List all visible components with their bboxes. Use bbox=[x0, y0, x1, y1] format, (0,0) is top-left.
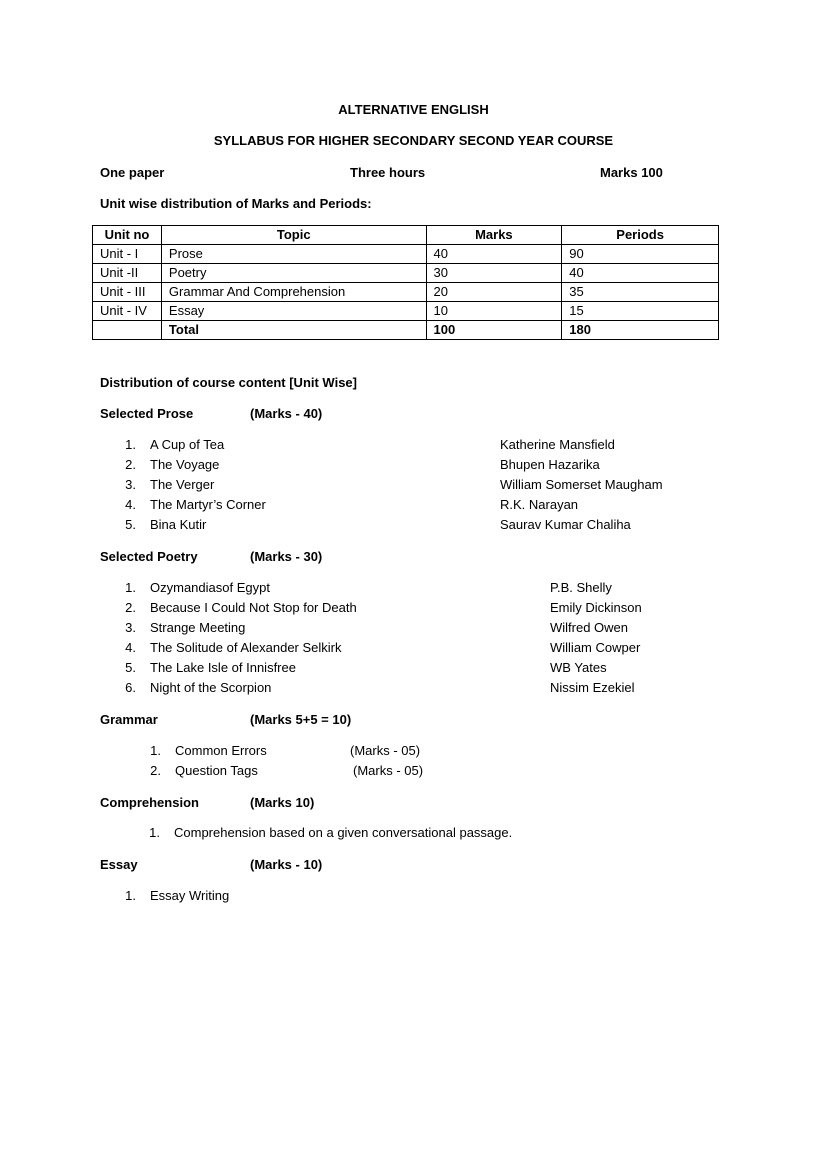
grammar-heading: Grammar bbox=[100, 712, 158, 727]
item-marks: (Marks - 05) bbox=[353, 763, 424, 778]
paper-count: One paper bbox=[100, 165, 165, 180]
cell-marks: 20 bbox=[426, 283, 562, 302]
unit-distribution-heading: Unit wise distribution of Marks and Periods: bbox=[100, 196, 372, 211]
item-title: Strange Meeting bbox=[150, 620, 246, 635]
prose-list bbox=[118, 435, 663, 535]
item-title: Ozymandiasof Egypt bbox=[150, 580, 270, 595]
cell-periods: 15 bbox=[562, 302, 719, 321]
item-title: Common Errors bbox=[175, 743, 267, 758]
essay-marks: (Marks - 10) bbox=[250, 857, 323, 872]
prose-marks: (Marks - 40) bbox=[250, 406, 323, 421]
essay-heading: Essay bbox=[100, 857, 138, 872]
document-title: ALTERNATIVE ENGLISH bbox=[338, 102, 489, 117]
comprehension-list bbox=[142, 823, 513, 843]
item-title: Night of the Scorpion bbox=[150, 680, 272, 695]
item-number: 4. bbox=[125, 640, 136, 655]
item-author: Nissim Ezekiel bbox=[550, 680, 635, 695]
paper-duration: Three hours bbox=[350, 165, 426, 180]
list-item bbox=[142, 823, 513, 843]
item-marks: (Marks - 05) bbox=[350, 743, 421, 758]
cell-unit bbox=[93, 321, 162, 340]
cell-periods: 35 bbox=[562, 283, 719, 302]
comprehension-heading: Comprehension bbox=[100, 795, 199, 810]
item-author: Bhupen Hazarika bbox=[500, 457, 600, 472]
document-subtitle: SYLLABUS FOR HIGHER SECONDARY SECOND YEAR COURSE bbox=[213, 133, 614, 148]
item-number: 2. bbox=[125, 600, 136, 615]
header-periods: Periods bbox=[562, 226, 719, 245]
cell-unit: Unit - I bbox=[93, 245, 162, 264]
table-row bbox=[93, 264, 719, 283]
cell-unit: Unit - IV bbox=[93, 302, 162, 321]
essay-list bbox=[118, 886, 230, 906]
item-title: Because I Could Not Stop for Death bbox=[150, 600, 357, 615]
comprehension-marks: (Marks 10) bbox=[250, 795, 315, 810]
poetry-heading: Selected Poetry bbox=[100, 549, 198, 564]
item-author: R.K. Narayan bbox=[500, 497, 579, 512]
cell-periods: 40 bbox=[562, 264, 719, 283]
item-author: William Somerset Maugham bbox=[500, 477, 663, 492]
table-row bbox=[93, 245, 719, 264]
item-title: Question Tags bbox=[175, 763, 258, 778]
marks-periods-table bbox=[92, 225, 719, 340]
table-row bbox=[93, 283, 719, 302]
paper-marks: Marks 100 bbox=[600, 165, 663, 180]
header-marks: Marks bbox=[426, 226, 562, 245]
cell-total-periods: 180 bbox=[562, 321, 719, 340]
list-item bbox=[118, 515, 631, 535]
item-author: Katherine Mansfield bbox=[500, 437, 615, 452]
cell-unit: Unit -II bbox=[93, 264, 162, 283]
item-title: Comprehension based on a given conversational passage. bbox=[174, 825, 513, 840]
item-number: 1. bbox=[125, 580, 136, 595]
prose-heading: Selected Prose bbox=[100, 406, 194, 421]
list-item bbox=[143, 741, 421, 761]
distribution-heading: Distribution of course content [Unit Wise] bbox=[100, 375, 357, 390]
header-topic: Topic bbox=[161, 226, 426, 245]
grammar-list bbox=[143, 741, 424, 781]
table-row bbox=[93, 302, 719, 321]
item-author: WB Yates bbox=[550, 660, 607, 675]
header-unit-no: Unit no bbox=[93, 226, 162, 245]
cell-topic: Grammar And Comprehension bbox=[161, 283, 426, 302]
cell-total-marks: 100 bbox=[426, 321, 562, 340]
item-number: 2. bbox=[125, 457, 136, 472]
table-total-row bbox=[93, 321, 719, 340]
item-author: Wilfred Owen bbox=[550, 620, 629, 635]
list-item bbox=[118, 678, 635, 698]
list-item bbox=[118, 658, 607, 678]
list-item bbox=[118, 638, 641, 658]
cell-topic: Essay bbox=[161, 302, 426, 321]
cell-marks: 40 bbox=[426, 245, 562, 264]
item-author: P.B. Shelly bbox=[550, 580, 612, 595]
list-item bbox=[118, 435, 615, 455]
item-title: The Verger bbox=[150, 477, 215, 492]
item-title: The Martyr’s Corner bbox=[150, 497, 266, 512]
item-title: The Solitude of Alexander Selkirk bbox=[150, 640, 342, 655]
item-number: 6. bbox=[125, 680, 136, 695]
item-number: 3. bbox=[125, 477, 136, 492]
list-item bbox=[118, 455, 600, 475]
list-item bbox=[118, 598, 642, 618]
table-header-row bbox=[93, 226, 719, 245]
cell-unit: Unit - III bbox=[93, 283, 162, 302]
list-item bbox=[118, 886, 230, 906]
item-number: 4. bbox=[125, 497, 136, 512]
list-item bbox=[118, 618, 629, 638]
cell-topic: Prose bbox=[161, 245, 426, 264]
item-title: The Voyage bbox=[150, 457, 220, 472]
grammar-marks: (Marks 5+5 = 10) bbox=[250, 712, 352, 727]
list-item bbox=[118, 578, 612, 598]
item-author: Saurav Kumar Chaliha bbox=[500, 517, 631, 532]
list-item bbox=[118, 495, 579, 515]
item-number: 3. bbox=[125, 620, 136, 635]
item-title: A Cup of Tea bbox=[150, 437, 225, 452]
item-number: 2. bbox=[150, 763, 161, 778]
item-number: 1. bbox=[125, 437, 136, 452]
poetry-list bbox=[118, 578, 642, 698]
item-number: 1. bbox=[149, 825, 160, 840]
item-title: Essay Writing bbox=[150, 888, 230, 903]
poetry-marks: (Marks - 30) bbox=[250, 549, 323, 564]
cell-periods: 90 bbox=[562, 245, 719, 264]
item-number: 1. bbox=[150, 743, 161, 758]
item-number: 5. bbox=[125, 660, 136, 675]
list-item bbox=[143, 761, 424, 781]
cell-topic: Poetry bbox=[161, 264, 426, 283]
item-author: Emily Dickinson bbox=[550, 600, 642, 615]
item-title: Bina Kutir bbox=[150, 517, 207, 532]
item-author: William Cowper bbox=[550, 640, 641, 655]
cell-marks: 30 bbox=[426, 264, 562, 283]
cell-total-label: Total bbox=[161, 321, 426, 340]
item-number: 5. bbox=[125, 517, 136, 532]
list-item bbox=[118, 475, 663, 495]
item-title: The Lake Isle of Innisfree bbox=[150, 660, 296, 675]
item-number: 1. bbox=[125, 888, 136, 903]
cell-marks: 10 bbox=[426, 302, 562, 321]
